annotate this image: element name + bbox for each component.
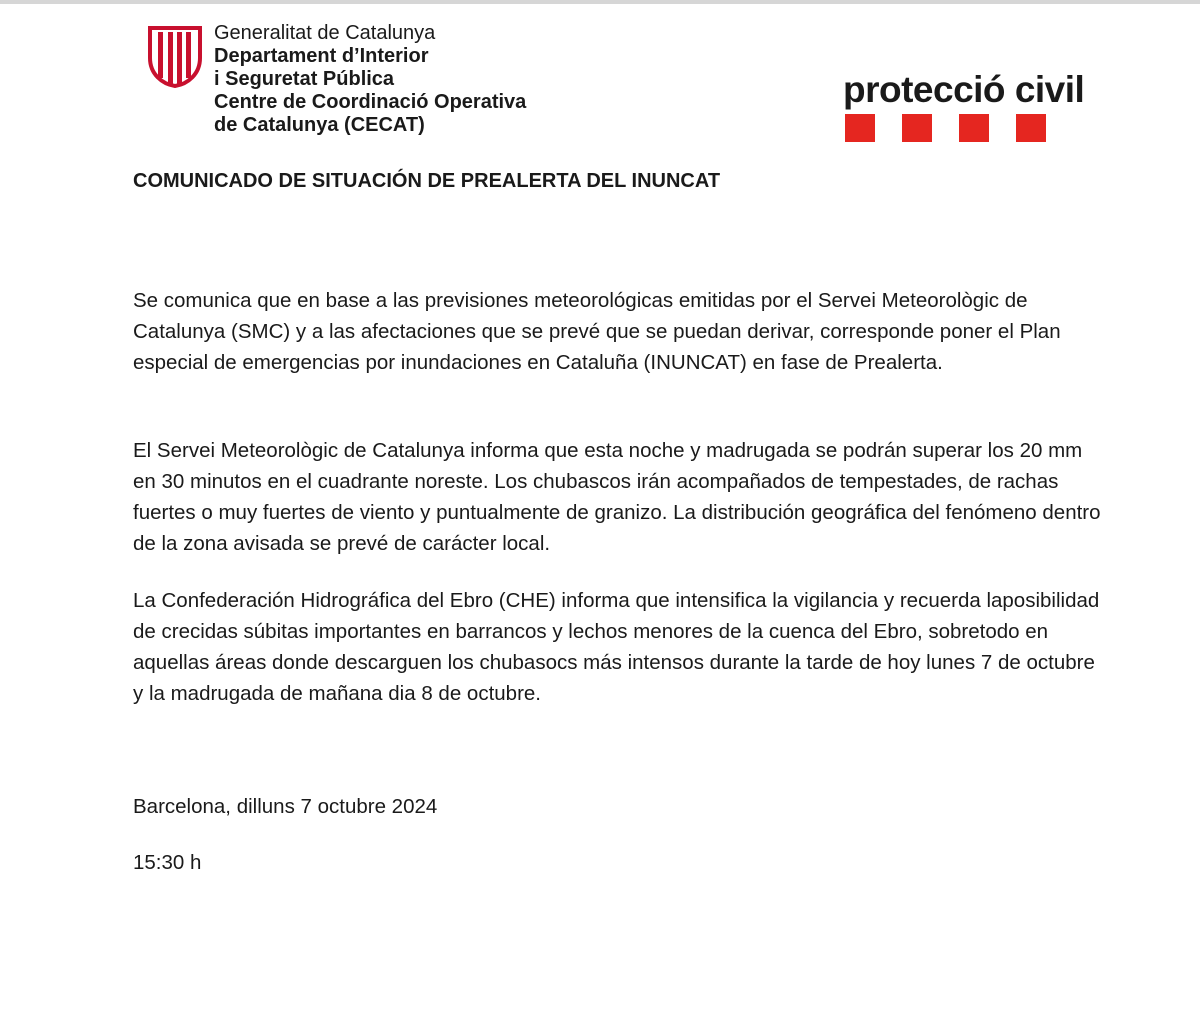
gencat-text-block — [214, 22, 526, 137]
red-squares-icon — [843, 114, 1085, 142]
paragraph-smc-forecast: El Servei Meteorològic de Catalunya informa que esta noche y madrugada se podrán superar los 20 mm en 30 minutos en el cuadrante noreste. Los chubascos irán acompañados de tempestades, de rachas fuertes o muy fuertes de viento y puntualmente de granizo. La distribución geográfica del fenómeno dentro de la zona avisada se prevé de carácter local. — [133, 439, 1101, 555]
red-square — [959, 114, 989, 142]
red-square — [845, 114, 875, 142]
gencat-line-generalitat: Generalitat de Catalunya — [214, 22, 436, 44]
red-square — [902, 114, 932, 142]
paragraph-prealerta: Se comunica que en base a las previsiones meteorológicas emitidas por el Servei Meteorològic de Catalunya (SMC) y a las afectaciones que se prevé que se puedan derivar, corresponde poner el Plan especial de emergencias por inundaciones en Cataluña (INUNCAT) en fase de Prealerta. — [133, 289, 1061, 374]
issue-time: 15:30 h — [133, 851, 202, 874]
gencat-line-centre: Centre de Coordinació Operativa — [214, 91, 527, 113]
proteccio-civil-title: protecció civil — [843, 69, 1085, 110]
top-divider — [0, 0, 1200, 4]
proteccio-civil-logo — [843, 70, 1085, 142]
red-square — [1016, 114, 1046, 142]
document-title: COMUNICADO DE SITUACIÓN DE PREALERTA DEL INUNCAT — [133, 170, 721, 192]
gencat-letterhead — [146, 22, 526, 137]
catalan-senyera-emblem-icon — [146, 24, 204, 88]
gencat-line-seguretat: i Seguretat Pública — [214, 68, 395, 90]
gencat-line-cecat: de Catalunya (CECAT) — [214, 114, 425, 136]
paragraph-che-warning: La Confederación Hidrográfica del Ebro (CHE) informa que intensifica la vigilancia y recuerda laposibilidad de crecidas súbitas importantes en barrancos y lechos menores de la cuenca del Ebro, sobretodo en aquellas áreas donde descarguen los chubasocs más intensos durante la tarde de hoy lunes 7 de octubre y la madrugada de mañana dia 8 de octubre. — [133, 589, 1100, 705]
gencat-line-departament: Departament d’Interior — [214, 45, 429, 67]
place-date: Barcelona, dilluns 7 octubre 2024 — [133, 795, 438, 818]
